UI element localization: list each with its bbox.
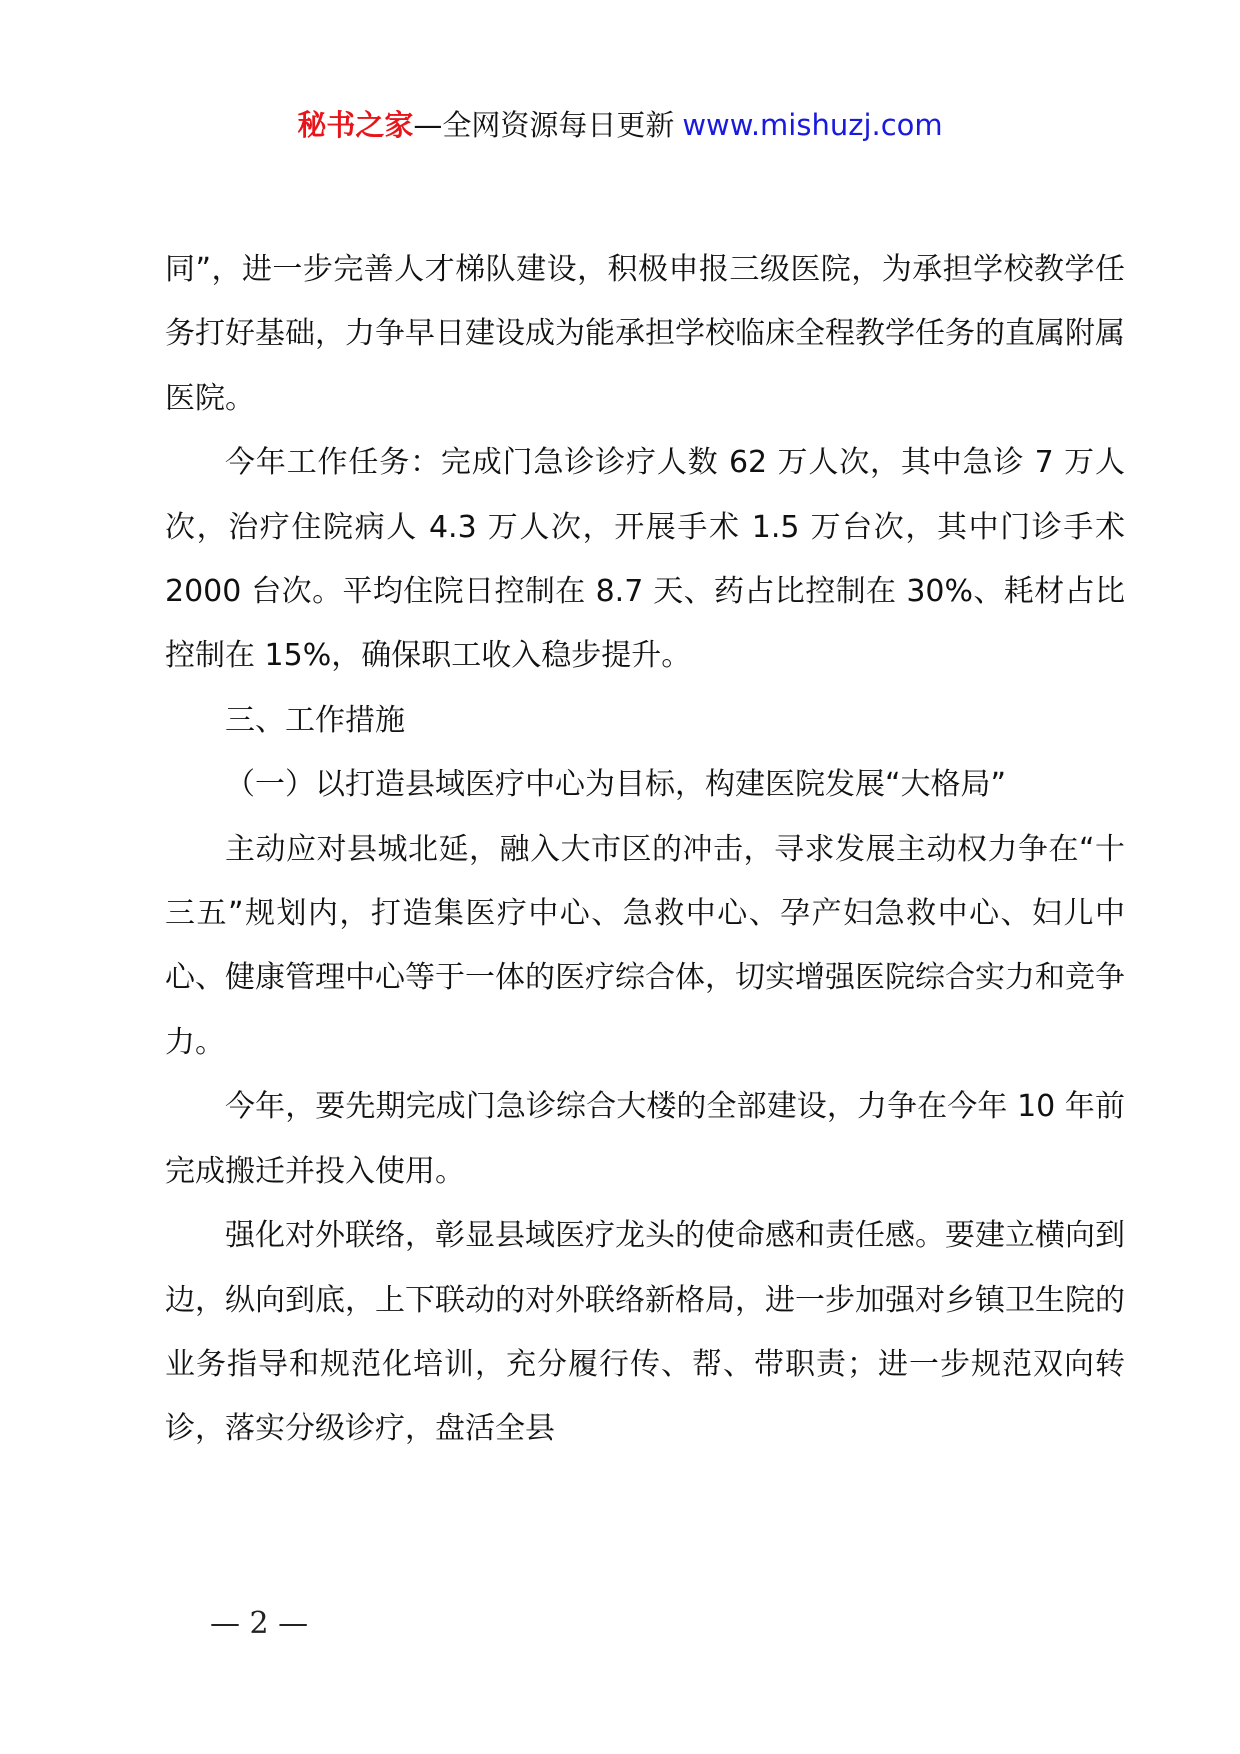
subsection-heading: （一）以打造县域医疗中心为目标，构建医院发展“大格局” (225, 767, 1007, 803)
page-number: — 2 — (210, 1606, 309, 1641)
body-paragraph-annual-tasks: 今年工作任务：完成门急诊诊疗人数 62 万人次，其中急诊 7 万人次，治疗住院病人 4.3 万人次，开展手术 1.5 万台次，其中门诊手术 2000 台次。平均住院日控制在 8.7 天、药占比控制在 30%、耗材占比控制在 15%，确保职工收入稳步提升。 (165, 445, 1125, 674)
body-paragraph-continuation: 同”，进一步完善人才梯队建设，积极申报三级医院，为承担学校教学任务打好基础，力争早日建设成为能承担学校临床全程教学任务的直属附属医院。 (165, 252, 1125, 416)
document-body (165, 238, 1125, 1462)
site-header (0, 100, 1240, 150)
body-paragraph-county-development: 主动应对县城北延，融入大市区的冲击，寻求发展主动权力争在“十三五”规划内，打造集医疗中心、急救中心、孕产妇急救中心、妇儿中心、健康管理中心等于一体的医疗综合体，切实增强医院综合实力和竞争力。 (165, 831, 1125, 1060)
brand-name: 秘书之家 (297, 108, 414, 142)
header-url[interactable]: www.mishuzj.com (682, 108, 943, 142)
section-heading: 三、工作措施 (225, 702, 405, 738)
body-paragraph-external-liaison: 强化对外联络，彰显县域医疗龙头的使命感和责任感。要建立横向到边，纵向到底，上下联动的对外联络新格局，进一步加强对乡镇卫生院的业务指导和规范化培训，充分履行传、帮、带职责；进一步规范双向转诊，落实分级诊疗，盘活全县 (165, 1218, 1125, 1447)
header-slogan: —全网资源每日更新 (413, 108, 675, 142)
body-paragraph-building-plan: 今年，要先期完成门急诊综合大楼的全部建设，力争在今年 10 年前完成搬迁并投入使用。 (165, 1089, 1125, 1189)
